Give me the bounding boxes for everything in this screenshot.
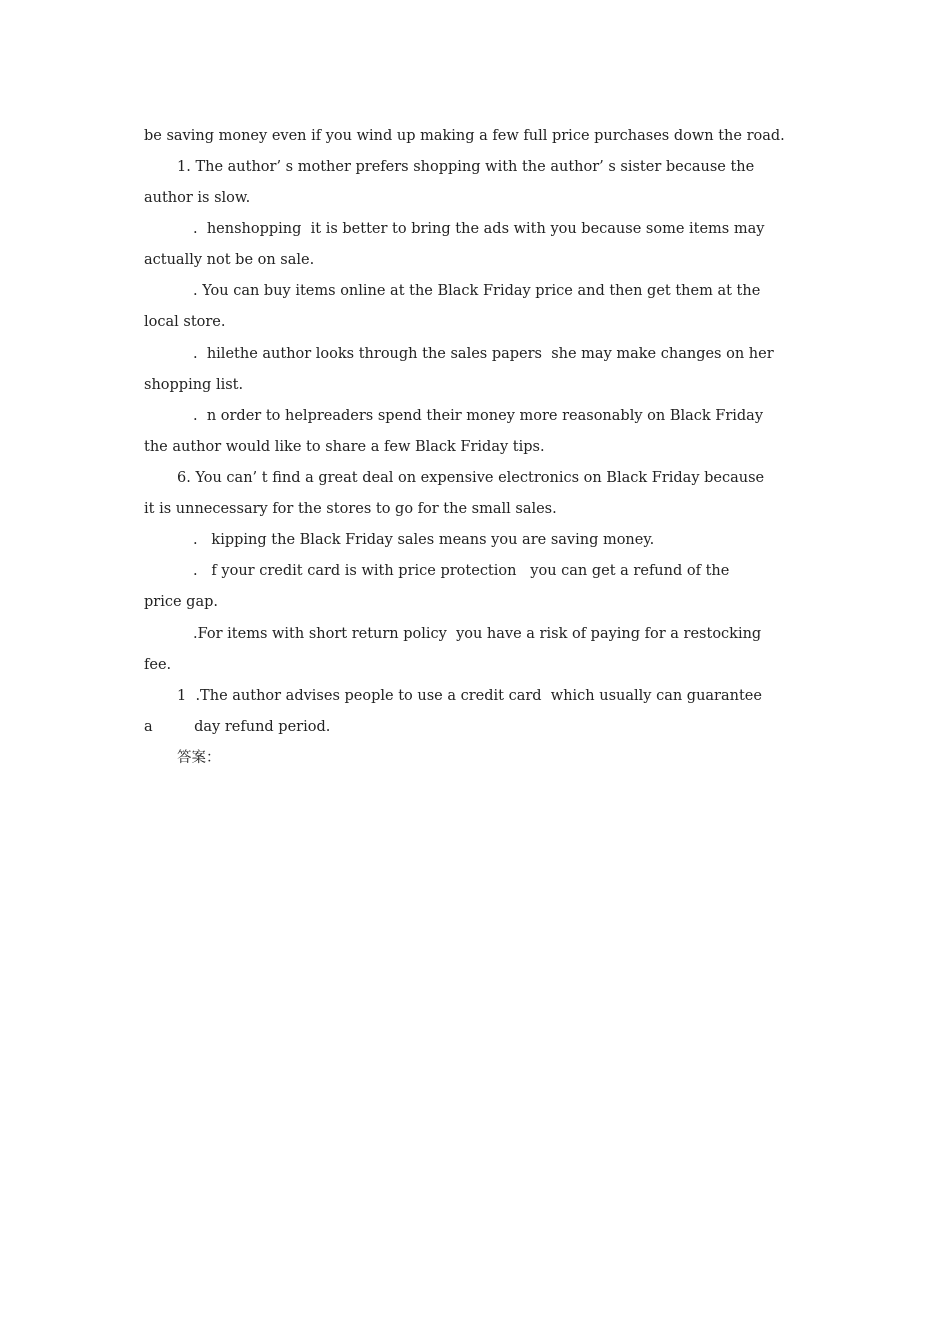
- question-10-cont: a day refund period.: [144, 719, 331, 735]
- answer-label: 答案：: [177, 750, 221, 766]
- question-6: 6. You can’ t find a great deal on expensive electronics on Black Friday because: [177, 470, 765, 486]
- question-2-cont: actually not be on sale.: [144, 252, 315, 268]
- question-9: .For items with short return policy you have a risk of paying for a restocking: [193, 626, 762, 642]
- question-4: . hilethe author looks through the sales papers she may make changes on her: [193, 346, 774, 362]
- question-6-cont: it is unnecessary for the stores to go for the small sales.: [144, 501, 557, 517]
- question-10: 1 .The author advises people to use a credit card which usually can guarantee: [177, 688, 762, 704]
- question-7: . kipping the Black Friday sales means you are saving money.: [193, 532, 655, 548]
- question-5-cont: the author would like to share a few Black Friday tips.: [144, 439, 545, 455]
- question-8: . f your credit card is with price protection you can get a refund of the: [193, 563, 730, 579]
- question-1: 1. The author’ s mother prefers shopping with the author’ s sister because the: [177, 159, 755, 175]
- question-4-cont: shopping list.: [144, 377, 244, 393]
- question-3-cont: local store.: [144, 314, 226, 330]
- question-1-cont: author is slow.: [144, 190, 251, 206]
- question-3: . You can buy items online at the Black Friday price and then get them at the: [193, 283, 761, 299]
- text-line-1: be saving money even if you wind up making a few full price purchases down the road.: [144, 128, 785, 144]
- question-9-cont: fee.: [144, 657, 172, 673]
- question-2: . henshopping it is better to bring the ads with you because some items may: [193, 221, 765, 237]
- question-5: . n order to helpreaders spend their money more reasonably on Black Friday: [193, 408, 764, 424]
- question-8-cont: price gap.: [144, 594, 218, 610]
